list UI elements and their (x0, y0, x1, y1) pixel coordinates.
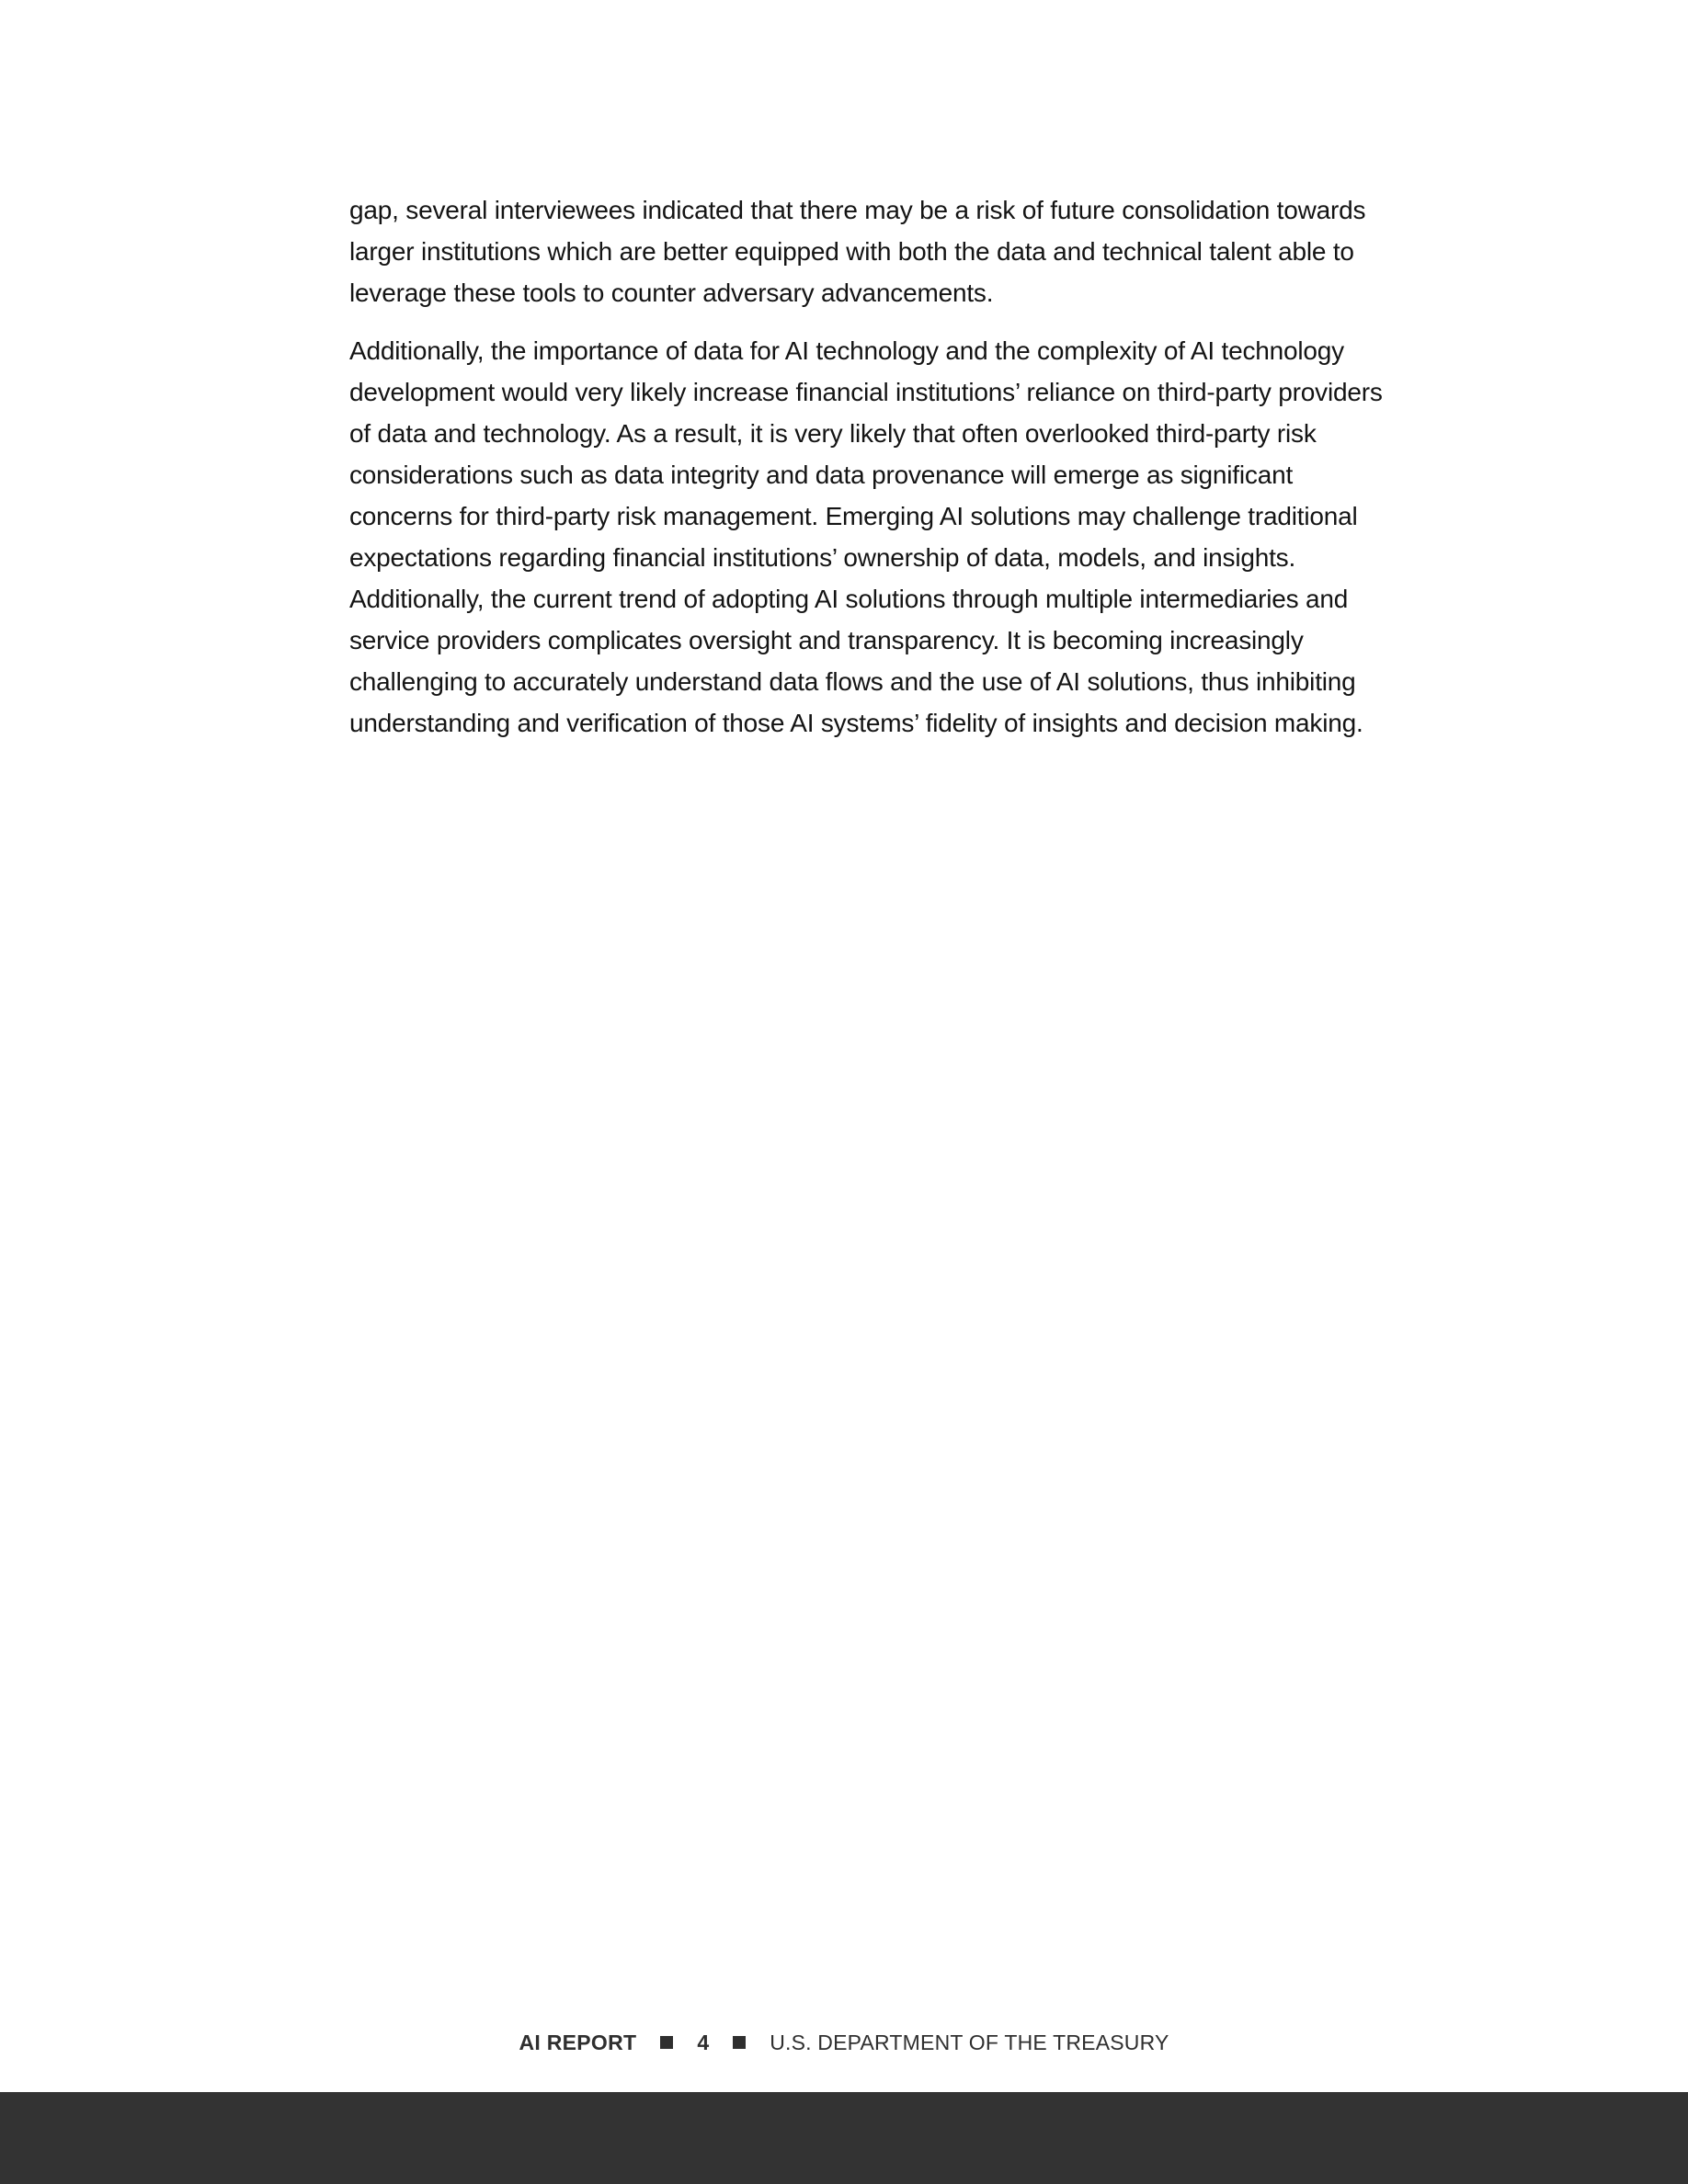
page-footer (0, 2024, 1688, 2061)
square-separator-icon (733, 2036, 746, 2049)
paragraph-1: gap, several interviewees indicated that there may be a risk of future consolidation towards larger institutions which are better equipped with both the data and technical talent able to leverage these tools to counter adversary advancements. (349, 196, 1366, 307)
body-text (349, 189, 1383, 744)
paragraph-2: Additionally, the importance of data for AI technology and the complexity of AI technology development would very likely increase financial institutions’ reliance on third-party providers of data and technology. As a result, it is very likely that often overlooked third-party risk considerations such as data integrity and data provenance will emerge as significant concerns for third-party risk management. Emerging AI solutions may challenge traditional expectations regarding financial institutions’ ownership of data, models, and insights. Additionally, the current trend of adopting AI solutions through multiple intermediaries and service providers complicates oversight and transparency. It is becoming increasingly challenging to accurately understand data flows and the use of AI solutions, thus inhibiting understanding and verification of those AI systems’ fidelity of insights and decision making. (349, 336, 1383, 737)
footer-report-title: AI REPORT (519, 2030, 637, 2054)
square-separator-icon (660, 2036, 673, 2049)
footer-organization: U.S. DEPARTMENT OF THE TREASURY (770, 2030, 1169, 2054)
bottom-bar (0, 2092, 1688, 2184)
footer-page-number: 4 (697, 2030, 710, 2054)
